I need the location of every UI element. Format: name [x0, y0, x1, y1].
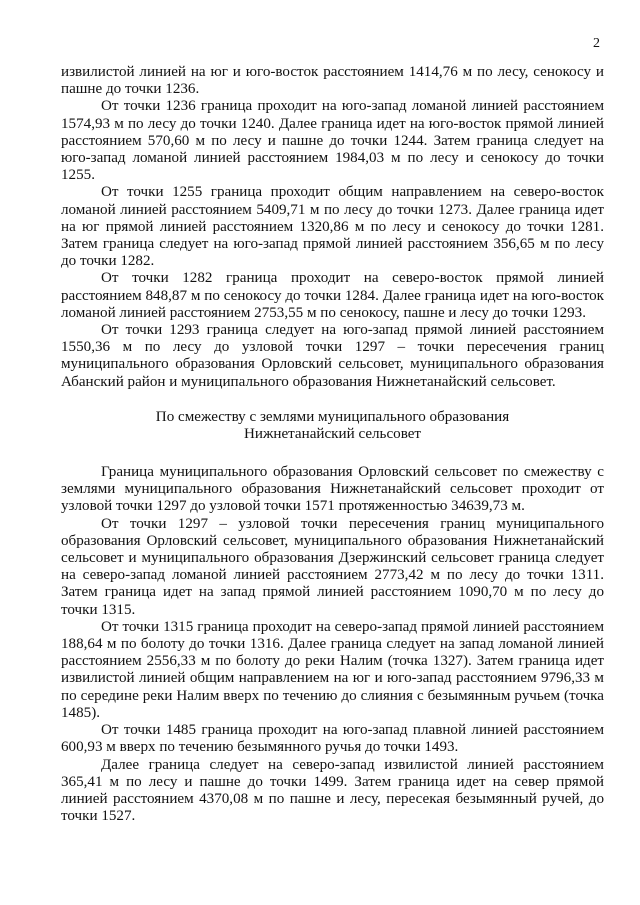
page-number: 2 [593, 36, 600, 51]
paragraph: От точки 1315 граница проходит на северо-запад прямой линией расстоянием 188,64 м по болоту до точки 1316. Далее граница следует на запад ломаной линией расстоянием 2556,33 м по болоту до реки Налим (точка 1327). Затем граница идет извилистой линией общим направлением на юг и юго-запад расстоянием 9796,33 м по середине реки Налим вверх по течению до слияния с безымянным ручьем (точка 1485). [61, 618, 604, 721]
paragraph: От точки 1485 граница проходит на юго-запад плавной линией расстоянием 600,93 м вверх по течению безымянного ручья до точки 1493. [61, 722, 604, 756]
paragraph-continuation: извилистой линией на юг и юго-восток расстоянием 1414,76 м по лесу, сенокосу и пашне до точки 1236. [61, 64, 604, 98]
paragraph: Далее граница следует на северо-запад извилистой линией расстоянием 365,41 м по лесу и пашне до точки 1499. Затем граница идет на север прямой линией расстоянием 4370,08 м по пашне и лесу, пересекая безымянный ручей, до точки 1527. [61, 756, 604, 825]
paragraph: От точки 1282 граница проходит на северо-восток прямой линией расстоянием 848,87 м по сенокосу до точки 1284. Далее граница идет на юго-восток ломаной линией расстоянием 2753,55 м по сенокосу, пашне и лесу до точки 1293. [61, 270, 604, 321]
document-body [61, 64, 604, 825]
paragraph: От точки 1255 граница проходит общим направлением на северо-восток ломаной линией расстоянием 5409,71 м по лесу до точки 1273. Далее граница идет на юг прямой линией расстоянием 1320,86 м по лесу и сенокосу до точки 1281. Затем граница следует на юго-запад прямой линией расстоянием 356,65 м по лесу до точки 1282. [61, 184, 604, 270]
paragraph: От точки 1293 граница следует на юго-запад прямой линией расстоянием 1550,36 м по лесу до узловой точки 1297 – точки пересечения границ муниципального образования Орловский сельсовет, муниципального образования Абанский район и муниципального образования Нижнетанайский сельсовет. [61, 322, 604, 390]
paragraph: Граница муниципального образования Орловский сельсовет по смежеству с землями муниципального образования Нижнетанайский сельсовет проходит от узловой точки 1297 до узловой точки 1571 протяженностью 34639,73 м. [61, 464, 604, 515]
paragraph: От точки 1236 граница проходит на юго-запад ломаной линией расстоянием 1574,93 м по лесу до точки 1240. Далее граница идет на юго-восток прямой линией расстоянием 570,60 м по лесу и пашне до точки 1244. Затем граница следует на юго-запад ломаной линией расстоянием 1984,03 м по лесу и сенокосу до точки 1255. [61, 98, 604, 184]
paragraph: От точки 1297 – узловой точки пересечения границ муниципального образования Орловский сельсовет, муниципального образования Нижнетанайский сельсовет и муниципального образования Дзержинский сельсовет граница следует на северо-запад ломаной линией расстоянием 2773,42 м по лесу до точки 1311. Затем граница идет на запад прямой линией расстоянием 1090,70 м по лесу до точки 1315. [61, 515, 604, 618]
section-heading [61, 409, 604, 444]
section-heading-line-2: Нижнетанайский сельсовет [243, 426, 422, 443]
section-heading-line-1: По смежеству с землями муниципального образования [155, 408, 510, 425]
